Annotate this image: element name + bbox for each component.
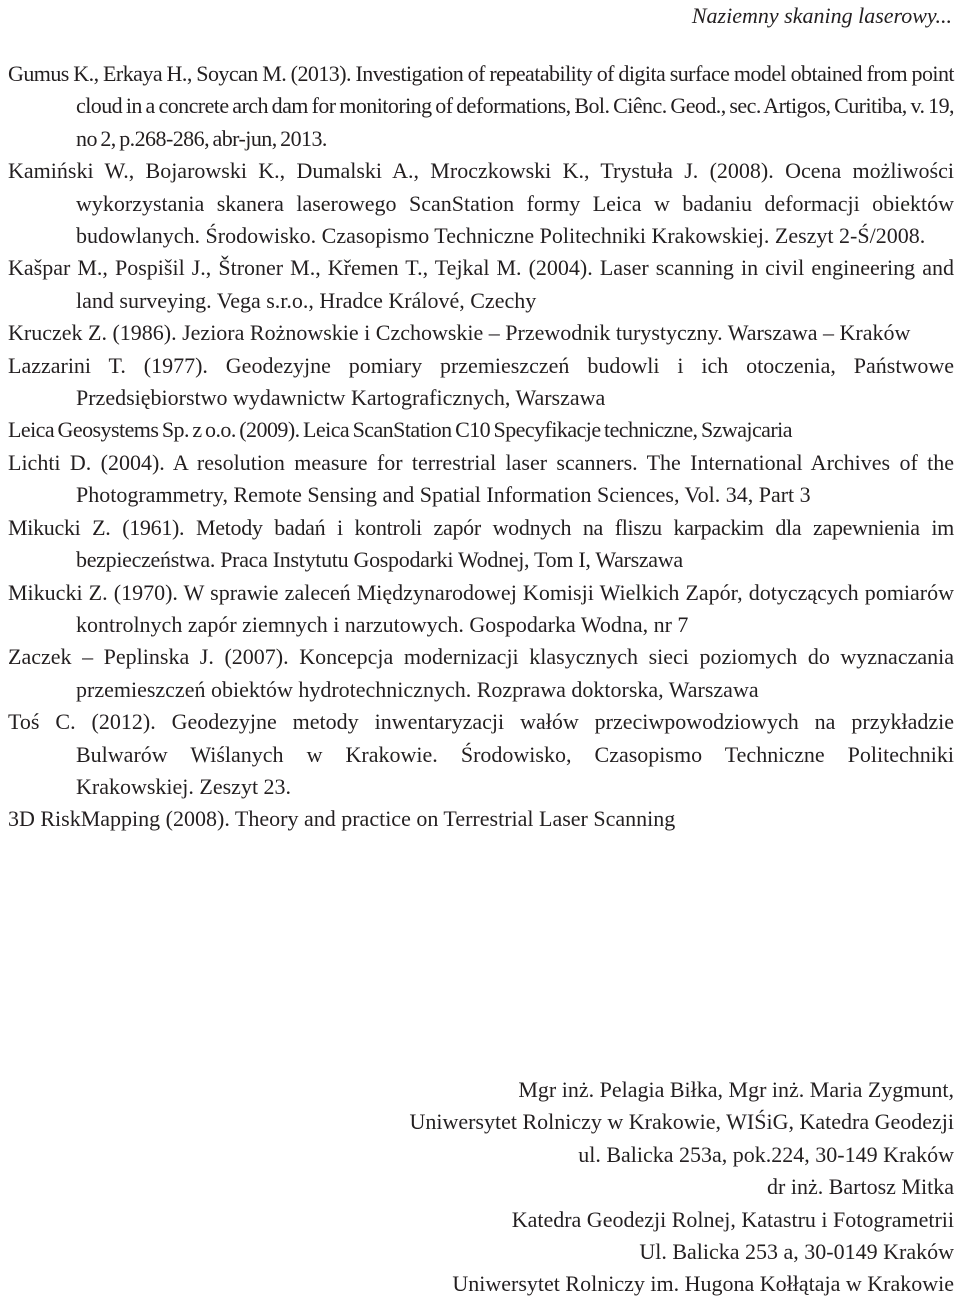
address-line: ul. Balicka 253a, pok.224, 30-149 Kraków	[578, 1141, 954, 1167]
reference-item: Toś C. (2012). Geodezyjne metody inwentaryzacji wałów przeciwpowodziowych na przykładzie Bulwarów Wiślanych w Krakowie. Środowisko, Czasopismo Techniczne Politechniki Krakowskiej. Zeszyt 23.	[8, 709, 954, 799]
reference-item: Kruczek Z. (1986). Jeziora Rożnowskie i Czchowskie – Przewodnik turystyczny. Warszawa – Kraków	[8, 320, 911, 346]
author-line: dr inż. Bartosz Mitka	[767, 1174, 954, 1200]
reference-item: Kašpar M., Pospišil J., Štroner M., Křemen T., Tejkal M. (2004). Laser scanning in civil engineering and land surveying. Vega s.r.o., Hradce Králové, Czechy	[8, 255, 954, 313]
reference-item: 3D RiskMapping (2008). Theory and practice on Terrestrial Laser Scanning	[8, 806, 676, 832]
authors-line: Mgr inż. Pelagia Biłka, Mgr inż. Maria Zygmunt,	[518, 1077, 954, 1102]
reference-item: Mikucki Z. (1970). W sprawie zaleceń Międzynarodowej Komisji Wielkich Zapór, dotyczących pomiarów kontrolnych zapór ziemnych i narzutowych. Gospodarka Wodna, nr 7	[8, 579, 954, 637]
department-line: Katedra Geodezji Rolnej, Katastru i Fotogrametrii	[511, 1206, 954, 1232]
reference-item: Gumus K., Erkaya H., Soycan M. (2013). Investigation of repeatability of digita surface model obtained from point cloud in a concrete arch dam for monitoring of deformations, Bol. Ciênc. Geod., sec. Artigos, Curitiba, v. 19, no 2, p.268-286, abr-jun, 2013.	[8, 61, 954, 151]
reference-item: Leica Geosystems Sp. z o.o. (2009). Leica ScanStation C10 Specyfikacje techniczne, Szwajcaria	[8, 417, 792, 443]
reference-list	[8, 58, 954, 836]
university-line: Uniwersytet Rolniczy im. Hugona Kołłątaja w Krakowie	[452, 1271, 954, 1297]
author-affiliation	[409, 1074, 954, 1301]
reference-item: Kamiński W., Bojarowski K., Dumalski A., Mroczkowski K., Trystuła J. (2008). Ocena możliwości wykorzystania skanera laserowego ScanStation formy Leica w badaniu deformacji obiektów budowlanych. Środowisko. Czasopismo Techniczne Politechniki Krakowskiej. Zeszyt 2-Ś/2008.	[8, 158, 954, 249]
reference-item: Mikucki Z. (1961). Metody badań i kontroli zapór wodnych na fliszu karpackim dla zapewnienia im bezpieczeństwa. Praca Instytutu Gospodarki Wodnej, Tom I, Warszawa	[8, 514, 954, 573]
address-line: Ul. Balicka 253 a, 30-0149 Kraków	[639, 1239, 954, 1265]
reference-item: Lazzarini T. (1977). Geodezyjne pomiary przemieszczeń budowli i ich otoczenia, Państwowe Przedsiębiorstwo wydawnictw Kartograficznych, Warszawa	[8, 352, 954, 411]
reference-item: Zaczek – Peplinska J. (2007). Koncepcja modernizacji klasycznych sieci poziomych do wyznaczania przemieszczeń obiektów hydrotechnicznych. Rozprawa doktorska, Warszawa	[8, 644, 954, 702]
running-head: Naziemny skaning laserowy...	[691, 3, 952, 28]
university-line: Uniwersytet Rolniczy w Krakowie, WIŚiG, Katedra Geodezji	[409, 1109, 954, 1135]
reference-item: Lichti D. (2004). A resolution measure for terrestrial laser scanners. The International Archives of the Photogrammetry, Remote Sensing and Spatial Information Sciences, Vol. 34, Part 3	[8, 449, 954, 508]
